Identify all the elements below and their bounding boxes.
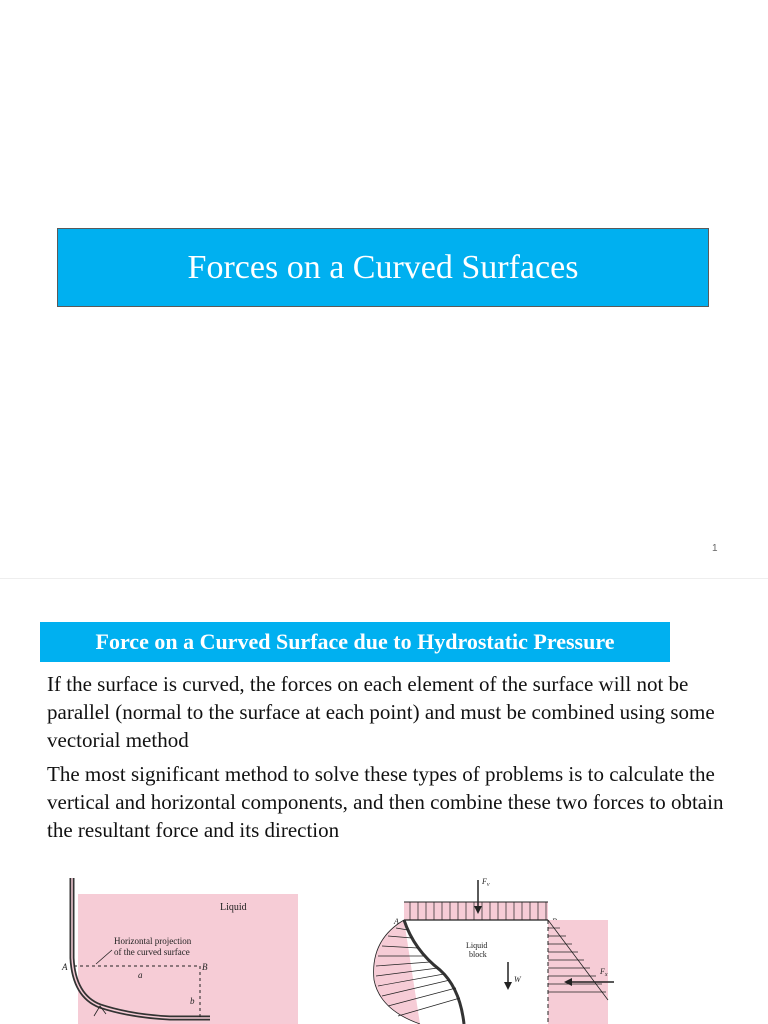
top-pressure-block — [404, 902, 548, 920]
weight-label: W — [514, 975, 521, 984]
liquid-region — [78, 894, 298, 1024]
slide-2 — [0, 580, 768, 1024]
paragraph-1: If the surface is curved, the forces on each element of the surface will not be parallel (normal to the surface at each point) and must be combined using some vectorial method — [47, 672, 715, 752]
page-number: 1 — [712, 543, 718, 554]
projection-label-line1: Horizontal projection — [114, 936, 192, 946]
weight-arrow-head — [504, 982, 512, 990]
slide-title: Forces on a Curved Surfaces — [57, 228, 709, 307]
paragraph-2: The most significant method to solve these types of problems is to calculate the vertical and horizontal components, and then combine these two forces to obtain the resultant force and its direction — [47, 762, 724, 842]
fx-label: $F_x$ — [600, 967, 608, 978]
dimension-b-label: b — [190, 996, 195, 1006]
liquid-block-figure — [360, 870, 630, 1024]
curved-pressure-region — [374, 920, 420, 1024]
curved-surface-figure — [60, 878, 310, 1024]
slide-divider — [0, 578, 768, 579]
point-b-label: B — [202, 962, 208, 972]
projection-label-line2: of the curved surface — [114, 947, 190, 957]
liquid-block-label-line2: block — [469, 950, 487, 959]
point-a-label: A — [62, 962, 68, 972]
liquid-block-label-line1: Liquid — [466, 941, 488, 950]
side-pressure-block — [548, 920, 608, 1024]
section-heading: Force on a Curved Surface due to Hydrostatic Pressure — [40, 622, 670, 662]
dimension-a-label: a — [138, 970, 143, 980]
liquid-label: Liquid — [220, 902, 247, 913]
fv-label: $F_v$ — [482, 877, 490, 888]
point-a-label-2: A — [394, 917, 399, 926]
